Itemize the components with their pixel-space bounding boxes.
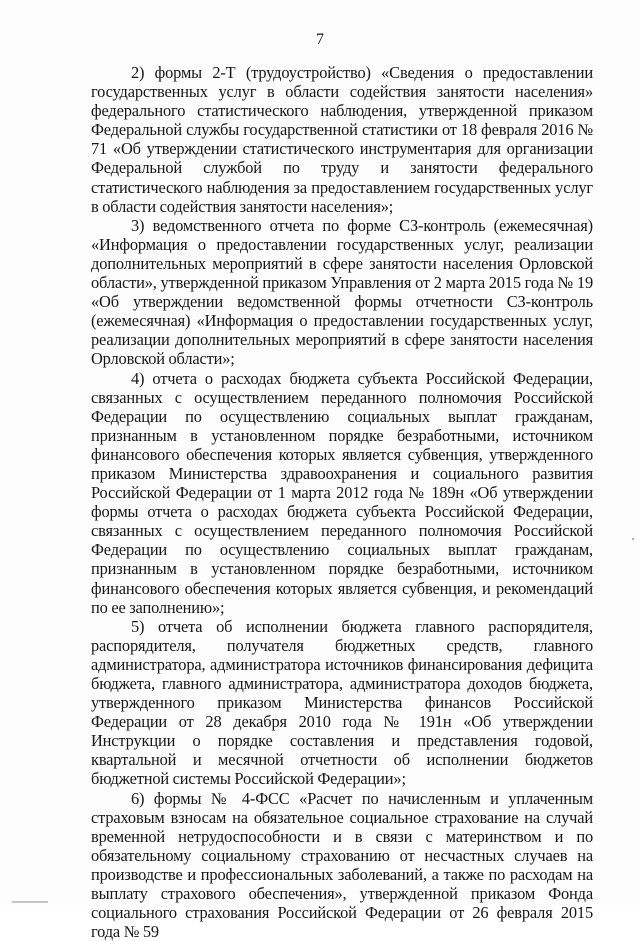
scan-edge-mark: [12, 901, 48, 903]
list-item-4-budget-expenses-report: 4) отчета о расходах бюджета субъекта Российской Федерации, связанных с осуществлением переданного полномочия Российской Федерации по осуществлению социальных выплат гражданам, признанным в установленном порядке безработными, источником финансового обеспечения которых является субвенция, утвержденного приказом Министерства здравоохранения и социального развития Российской Федерации от 1 марта 2012 года № 189н «Об утверждении формы отчета о расходах бюджета субъекта Российской Федерации, связанных с осуществлением переданного полномочия Российской Федерации по осуществлению социальных выплат гражданам, признанным в установленном порядке безработными, источником финансового обеспечения которых является субвенция, и рекомендаций по ее заполнению»;: [91, 368, 593, 617]
list-item-2-form-2t: 2) формы 2-Т (трудоустройство) «Сведения о предоставлении государственных услуг в области содействия занятости населения» федерального статистического наблюдения, утвержденной приказом Федеральной службы государственной статистики от 18 февраля 2016 № 71 «Об утверждении статистического инструментария для организации Федеральной службой по труду и занятости федерального статистического наблюдения за предоставлением государственных услуг в области содействия занятости населения»;: [91, 63, 593, 216]
list-item-3-sz-control-report: 3) ведомственного отчета по форме СЗ-контроль (ежемесячная) «Информация о предоставлении государственных услуг, реализации дополнительных мероприятий в сфере занятости населения Орловской области», утвержденной приказом Управления от 2 марта 2015 года № 19 «Об утверждении ведомственной формы отчетности СЗ-контроль (ежемесячная) «Информация о предоставлении государственных услуг, реализации дополнительных мероприятий в сфере занятости населения Орловской области»;: [91, 215, 593, 369]
scan-dot-mark: [632, 538, 634, 540]
list-item-6-form-4-fss: 6) формы № 4-ФСС «Расчет по начисленным и уплаченным страховым взносам на обязательное социальное страхование на случай временной нетрудоспособности и в связи с материнством и по обязательному социальному страхованию от несчастных случаев на производстве и профессиональных заболеваний, а также по расходам на выплату страхового обеспечения», утвержденной приказом Фонда социального страхования Российской Федерации от 26 февраля 2015 года № 59: [91, 788, 593, 941]
page-number: 7: [316, 31, 324, 48]
list-item-5-budget-execution-report: 5) отчета об исполнении бюджета главного распорядителя, распорядителя, получателя бюджетных средств, главного администратора, администратора источников финансирования дефицита бюджета, главного администратора, администратора доходов бюджета, утвержденного приказом Министерства финансов Российской Федерации от 28 декабря 2010 года № 191н «Об утверждении Инструкции о порядке составления и представления годовой, квартальной и месячной отчетности об исполнении бюджетов бюджетной системы Российской Федерации»;: [91, 616, 593, 789]
document-body: [91, 63, 593, 941]
